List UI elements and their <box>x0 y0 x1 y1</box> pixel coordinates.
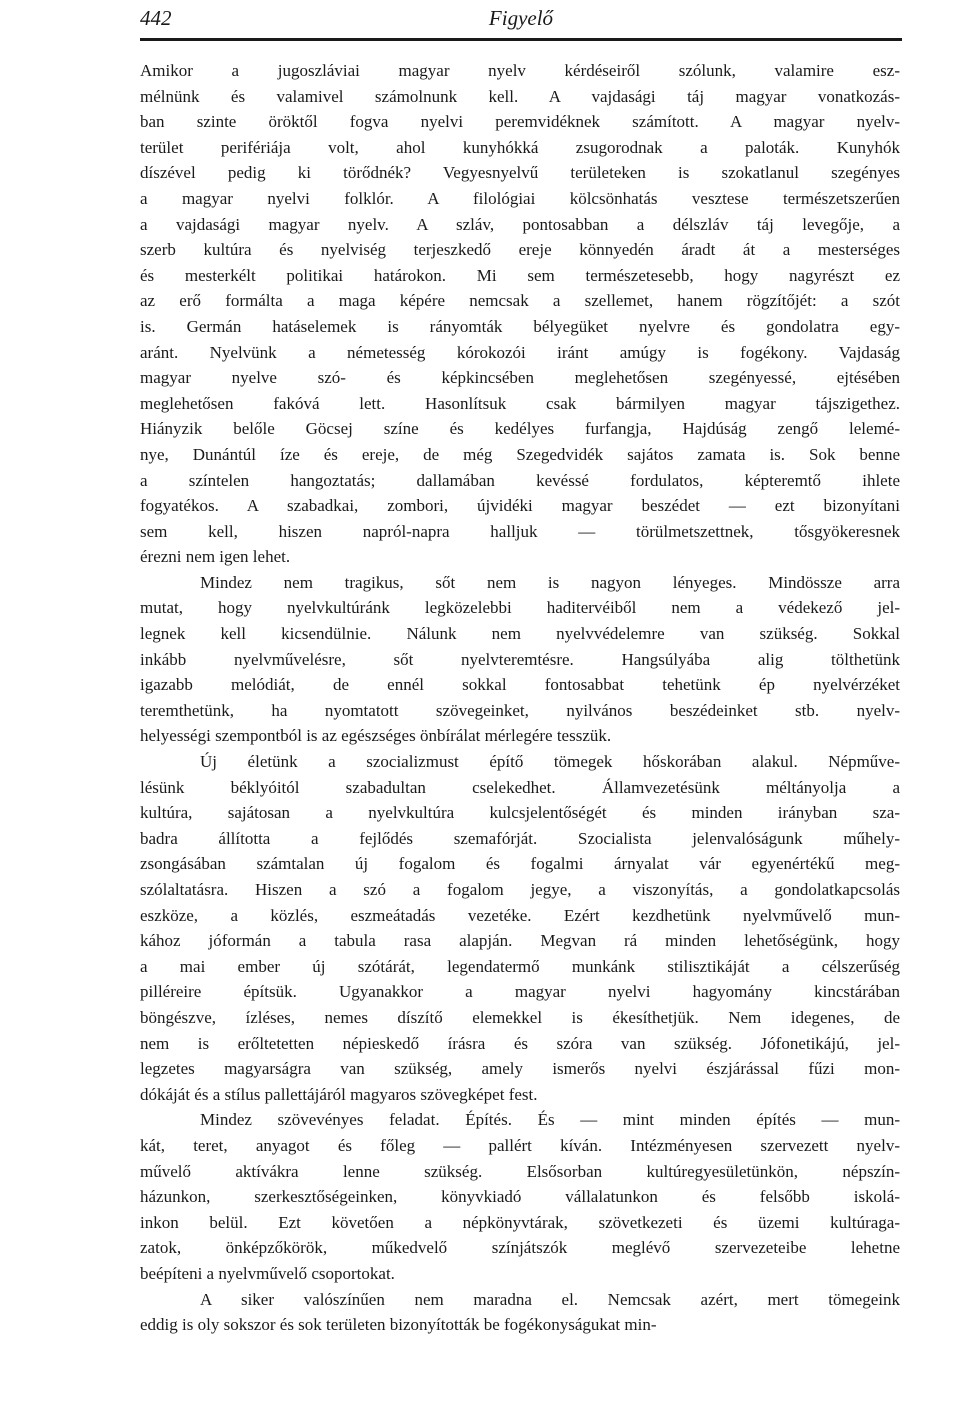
text-line: inkon belül. Ezt követően a népkönyvtárak, szövetkezeti és üzemi kultúraga- <box>140 1212 900 1232</box>
text-line: zsongásában számtalan új fogalom és fogalmi árnyalat vár egyenértékű meg- <box>140 854 900 874</box>
text-line: kultúra, sajátosan a nyelvkultúra kulcsjelentőségét és minden irányban sza- <box>140 803 900 823</box>
text-line: meglehetősen fakóvá lett. Hasonlítsuk csak bármilyen magyar tájszigethez. <box>140 393 900 413</box>
text-line: ban szinte öröktől fogva nyelvi peremvidéknek számított. A magyar nyelv- <box>140 112 900 132</box>
text-line: a mai ember új szótárát, legendatermő munkánk stilisztikáját a célszerűség <box>140 956 900 976</box>
text-line: kát, teret, anyagot és főleg — pallért kíván. Intézményesen szervezett nyelv- <box>140 1135 900 1155</box>
text-line: legzetes magyarságra van szükség, amely ismerős nyelvi észjárással fűzi mon- <box>140 1059 900 1079</box>
text-line: igazabb melódiát, de ennél sokkal fontosabbat tehetünk ép nyelvérzéket <box>140 675 900 695</box>
paragraph <box>140 749 900 1107</box>
text-line: nem is erőltetetten népieskedő írásra és szóra van szükség. Jófonetikájú, jel- <box>140 1033 900 1053</box>
text-line: Mindez szövevényes feladat. Építés. És — mint minden építés — mun- <box>200 1110 900 1130</box>
running-title: Figyelő <box>488 6 554 30</box>
text-line: terület perifériája volt, ahol kunyhókká zsugorodnak a paloták. Kunyhók <box>140 137 900 157</box>
article-body <box>140 58 900 1338</box>
text-line: Új életünk a szocializmust építő tömegek hőskorában alakul. Népműve- <box>200 752 900 772</box>
text-line: mutat, hogy nyelvkultúránk legközelebbi haditervéiből nem a védekező jel- <box>140 598 900 618</box>
paragraph <box>140 1287 900 1338</box>
paragraph <box>140 570 900 749</box>
text-line: zatok, önképzőkörök, műkedvelő színjátszók meglévő szervezeteibe lehetne <box>140 1238 900 1258</box>
text-line: dókáját és a stílus pallettájáról magyaros szövegképet fest. <box>140 1084 538 1104</box>
text-line: Hiányzik belőle Göcsej színe és kedélyes furfangja, Hajdúság zengő lelemé- <box>140 419 900 439</box>
text-line: a vajdasági magyar nyelv. A szláv, pontosabban a délszláv táj levegője, a <box>140 214 900 234</box>
text-line: a színtelen hangoztatás; dallamában kevéssé fordulatos, képteremtő ihlete <box>140 470 900 490</box>
text-line: fogyatékos. A szabadkai, zombori, újvidéki magyar beszédet — ezt bizonyítani <box>140 496 900 516</box>
text-line: badra állította a fejlődés szemafórját. Szocialista jelenvalóságunk műhely- <box>140 828 900 848</box>
text-line: kához jóformán a tabula rasa alapján. Megvan rá minden lehetőségünk, hogy <box>140 931 900 951</box>
text-line: böngészve, ízléses, nemes díszítő elemekkel is ékesíthetjük. Nem idegenes, de <box>140 1007 900 1027</box>
text-line: szólaltatásra. Hiszen a szó a fogalom jegye, a viszonyítás, a gondolatkapcsolás <box>140 880 900 899</box>
text-line: házunkon, szerkesztőségeinken, könyvkiadó vállalatunkon és felsőbb iskolá- <box>140 1187 900 1207</box>
text-line: sem kell, hiszen napról-napra halljuk — törülmetszettnek, tősgyökeresnek <box>140 521 900 541</box>
text-line: nye, Dunántúl íze és ereje, de még Szegedvidék sajátos zamata is. Sok benne <box>140 444 900 464</box>
text-line: A siker valószínűen nem maradna el. Nemcsak azért, mert tömegeink <box>200 1289 900 1309</box>
text-line: Mindez nem tragikus, sőt nem is nagyon lényeges. Mindössze arra <box>200 572 900 592</box>
text-line: Amikor a jugoszláviai magyar nyelv kérdéseiről szólunk, valamire esz- <box>140 61 900 80</box>
text-line: beépíteni a nyelvművelő csoportokat. <box>140 1263 395 1283</box>
paragraph <box>140 58 900 570</box>
text-line: szerb kultúra és nyelviség terjeszkedő ereje könnyedén áradt át a mesterséges <box>140 240 900 260</box>
text-line: legnek kell kicsendülnie. Nálunk nem nyelvvédelemre van szükség. Sokkal <box>140 624 900 644</box>
text-line: magyar nyelve szó- és képkincsében meglehetősen szegényessé, ejtésében <box>140 368 900 388</box>
text-line: teremthetünk, ha nyomtatott szövegeinket, nyilvános beszédeinket stb. nyelv- <box>140 700 900 720</box>
text-line: eszköze, a közlés, eszmeátadás vezetéke. Ezért kezdhetünk nyelvművelő mun- <box>140 905 900 925</box>
text-line: díszével pedig ki törődnék? Vegyesnyelvű területeken is szokatlanul szegényes <box>140 163 900 183</box>
text-line: eddig is oly sokszor és sok területen bizonyították be fogékonyságukat min- <box>140 1315 657 1335</box>
text-line: is. Germán hatáselemek is rányomták bélyegüket nyelvre és gondolatra egy- <box>140 316 900 336</box>
text-line: aránt. Nyelvünk a németesség kórokozói iránt amúgy is fogékony. Vajdaság <box>140 342 900 362</box>
paragraph <box>140 1107 900 1286</box>
text-line: az erő formálta a maga képére nemcsak a szellemet, hanem rögzítőjét: a szót <box>140 291 900 311</box>
text-line: mélnünk és valamivel számolnunk kell. A vajdasági táj magyar vonatkozás- <box>140 86 900 106</box>
text-line: és mesterkélt politikai határokon. Mi sem természetesebb, hogy nagyrészt ez <box>140 265 900 285</box>
text-line: művelő aktívákra lenne szükség. Elsősorban kultúregyesületünkön, népszín- <box>140 1161 900 1181</box>
page-header <box>140 0 902 38</box>
text-line: helyességi szempontból is az egészséges önbírálat mérlegére tesszük. <box>140 726 612 746</box>
text-line: pilléreire építsük. Ugyanakkor a magyar nyelvi hagyomány kincstárában <box>140 982 900 1002</box>
text-line: inkább nyelvművelésre, sőt nyelvteremtésre. Hangsúlyába alig tölthetünk <box>140 649 900 669</box>
text-line: lésünk béklyóitól szabadultan cselekedhet. Államvezetésünk méltányolja a <box>140 777 900 797</box>
page-number: 442 <box>140 6 172 30</box>
text-line: érezni nem igen lehet. <box>140 547 291 567</box>
header-rule <box>140 38 902 41</box>
text-line: a magyar nyelvi folklór. A filológiai kölcsönhatás vesztese természetszerűen <box>140 188 900 208</box>
